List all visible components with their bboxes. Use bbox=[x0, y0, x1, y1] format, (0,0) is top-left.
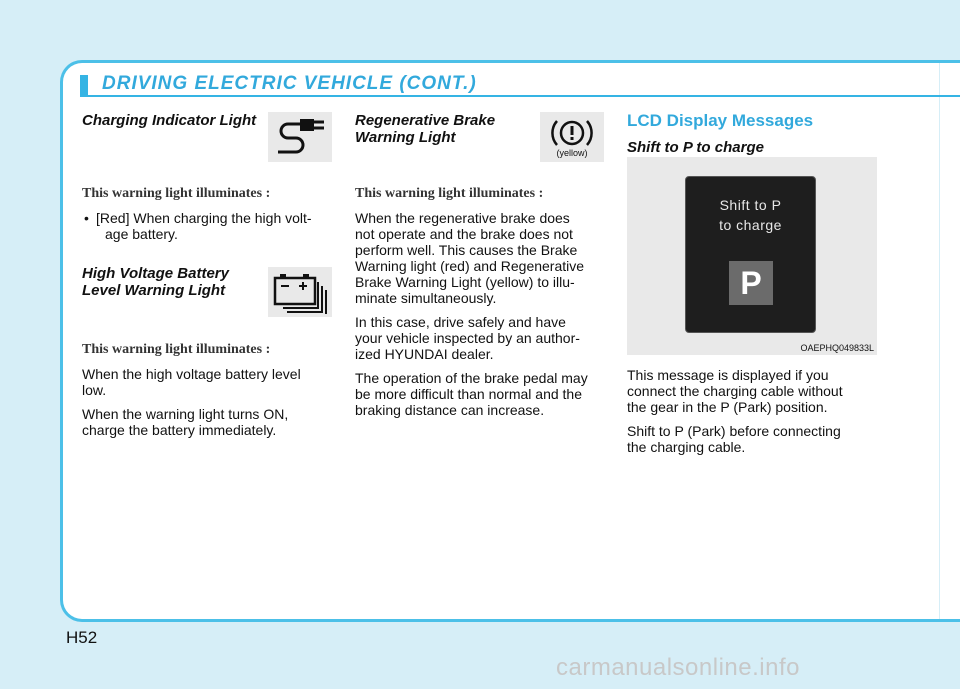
regen-p2-line: ized HYUNDAI dealer. bbox=[355, 346, 494, 362]
regen-p1-line: Warning light (red) and Regenerative bbox=[355, 258, 585, 274]
hv-battery-para1-l1: When the high voltage battery level bbox=[82, 366, 301, 382]
lcd-p1-line: the gear in the P (Park) position. bbox=[627, 399, 828, 415]
regen-para-1 bbox=[355, 210, 605, 306]
hv-battery-para2-l1: When the warning light turns ON, bbox=[82, 406, 289, 422]
regen-para-2 bbox=[355, 314, 605, 362]
charging-plug-icon bbox=[268, 112, 332, 162]
lcd-p1-line: connect the charging cable without bbox=[627, 383, 843, 399]
header-title: DRIVING ELECTRIC VEHICLE (CONT.) bbox=[102, 73, 477, 94]
regen-p3-line: The operation of the brake pedal may bbox=[355, 370, 588, 386]
regen-p1-line: When the regenerative brake does bbox=[355, 210, 570, 226]
lcd-p2-line: Shift to P (Park) before connecting bbox=[627, 423, 841, 439]
brake-icon-caption: (yellow) bbox=[556, 148, 588, 158]
brake-warning-icon-box bbox=[540, 112, 604, 162]
charging-lead: This warning light illuminates : bbox=[82, 186, 271, 201]
lcd-screen bbox=[685, 176, 816, 333]
regen-p3-line: braking distance can increase. bbox=[355, 402, 545, 418]
hv-battery-body bbox=[82, 342, 340, 438]
lcd-gear-p: P bbox=[729, 261, 773, 305]
hv-battery-lead: This warning light illuminates : bbox=[82, 342, 271, 357]
hv-battery-para1-l2: low. bbox=[82, 382, 107, 398]
hv-battery-para2-l2: charge the battery immediately. bbox=[82, 422, 277, 438]
lcd-image-frame bbox=[627, 157, 877, 355]
bullet-dot: • bbox=[84, 210, 89, 226]
regen-p1-line: perform well. This causes the Brake bbox=[355, 242, 578, 258]
regen-para-3 bbox=[355, 370, 605, 418]
regen-p3-line: be more difficult than normal and the bbox=[355, 386, 582, 402]
regen-brake-body bbox=[355, 186, 605, 418]
page-number: H52 bbox=[66, 628, 98, 647]
regen-brake-title-line-2: Warning Light bbox=[355, 129, 456, 146]
lcd-p2-line: the charging cable. bbox=[627, 439, 746, 455]
section-header bbox=[80, 69, 960, 97]
image-code: OAEPHQ049833L bbox=[800, 343, 874, 353]
regen-p2-line: In this case, drive safely and have bbox=[355, 314, 566, 330]
regen-p2-line: your vehicle inspected by an author- bbox=[355, 330, 580, 346]
lcd-p1-line: This message is displayed if you bbox=[627, 367, 829, 383]
regen-p1-line: not operate and the brake does not bbox=[355, 226, 573, 242]
lcd-line-2: to charge bbox=[719, 217, 782, 233]
charging-bullet-line-1: [Red] When charging the high volt- bbox=[96, 210, 312, 226]
battery-level-icon bbox=[268, 267, 332, 317]
page-right-rule bbox=[939, 63, 940, 619]
lcd-subtitle: Shift to P to charge bbox=[627, 139, 764, 156]
watermark: carmanualsonline.info bbox=[556, 654, 800, 681]
lcd-body bbox=[627, 367, 879, 455]
regen-p1-line: Brake Warning Light (yellow) to illu- bbox=[355, 274, 575, 290]
regen-brake-title-line-1: Regenerative Brake bbox=[355, 112, 496, 129]
charging-indicator-body bbox=[82, 186, 338, 242]
regen-brake-title bbox=[355, 112, 545, 146]
charging-bullet-line-2: age battery. bbox=[105, 226, 178, 242]
hv-battery-title-line-1: High Voltage Battery bbox=[82, 265, 229, 282]
regen-lead: This warning light illuminates : bbox=[355, 186, 544, 201]
charging-indicator-title: Charging Indicator Light bbox=[82, 112, 257, 129]
lcd-messages-title: LCD Display Messages bbox=[627, 111, 814, 130]
hv-battery-title bbox=[82, 265, 282, 299]
hv-battery-title-line-2: Level Warning Light bbox=[82, 282, 226, 299]
header-accent-bar bbox=[80, 75, 88, 95]
lcd-message bbox=[686, 195, 815, 235]
lcd-line-1: Shift to P bbox=[719, 197, 782, 213]
regen-p1-line: minate simultaneously. bbox=[355, 290, 497, 306]
header-underline bbox=[80, 95, 960, 97]
charging-bullet bbox=[82, 210, 338, 242]
column-3 bbox=[627, 111, 877, 156]
brake-warning-icon bbox=[550, 116, 594, 150]
